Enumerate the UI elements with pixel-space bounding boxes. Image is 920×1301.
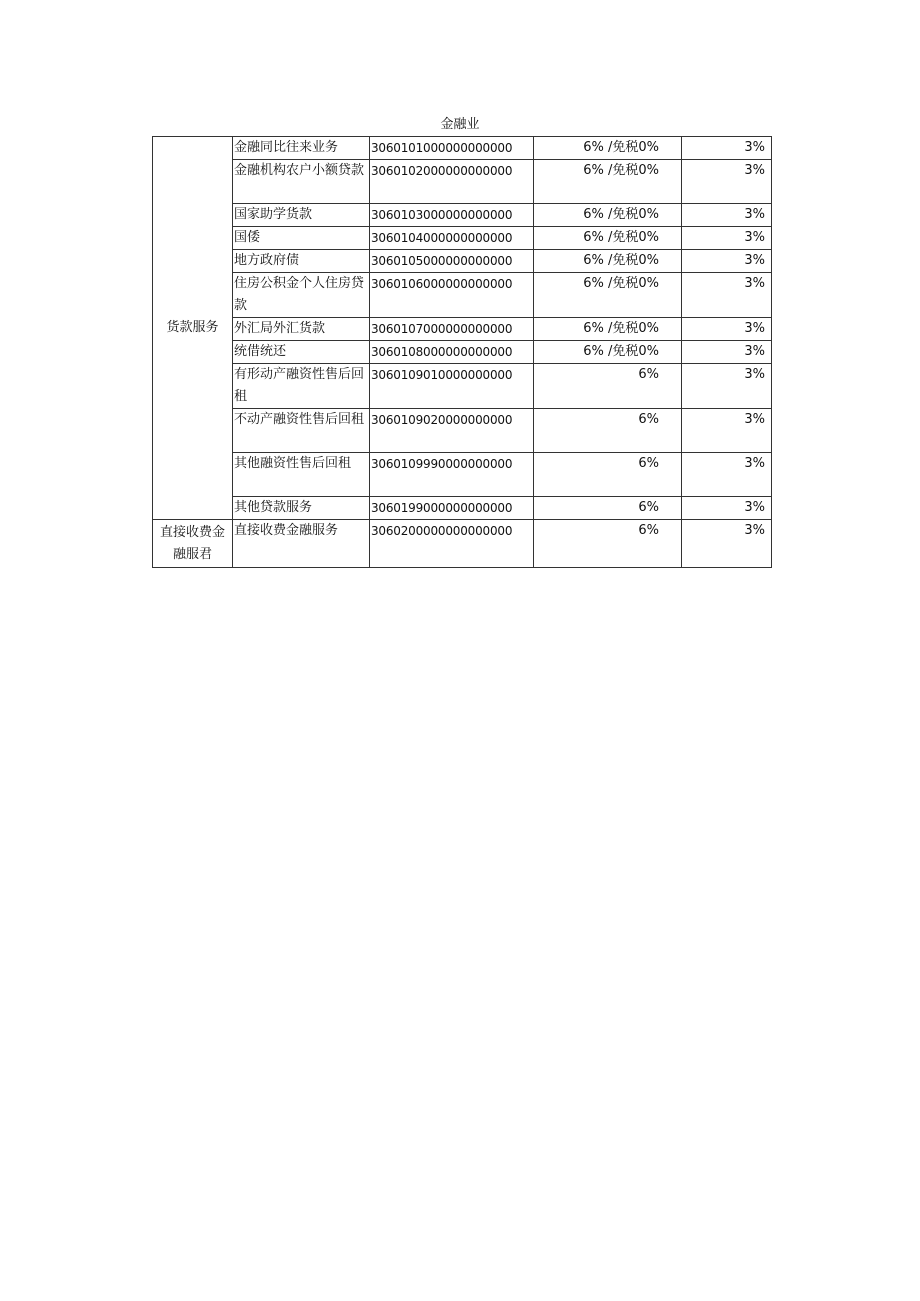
- tax-code: 3060103000000000000: [370, 204, 534, 227]
- levy-rate: 3%: [682, 409, 772, 453]
- item-name: 金融机构农户小额贷款: [233, 160, 370, 204]
- item-name: 金融同比往来业务: [233, 137, 370, 160]
- category-cell: 货款服务: [153, 137, 233, 520]
- item-name: 不动产融资性售后回租: [233, 409, 370, 453]
- table-row: [153, 341, 772, 364]
- levy-rate: 3%: [682, 227, 772, 250]
- tax-code: 3060105000000000000: [370, 250, 534, 273]
- tax-code: 3060109020000000000: [370, 409, 534, 453]
- tax-rate: 6% /免税0%: [534, 204, 682, 227]
- tax-rate-table: [152, 136, 772, 568]
- table-row: [153, 227, 772, 250]
- table-row: [153, 318, 772, 341]
- levy-rate: 3%: [682, 204, 772, 227]
- tax-code: 3060200000000000000: [370, 520, 534, 568]
- item-name: 统借统还: [233, 341, 370, 364]
- tax-rate: 6% /免税0%: [534, 227, 682, 250]
- tax-code: 3060107000000000000: [370, 318, 534, 341]
- levy-rate: 3%: [682, 520, 772, 568]
- tax-rate: 6%: [534, 520, 682, 568]
- levy-rate: 3%: [682, 318, 772, 341]
- levy-rate: 3%: [682, 273, 772, 318]
- tax-rate: 6% /免税0%: [534, 250, 682, 273]
- table-row: [153, 137, 772, 160]
- table-row: [153, 520, 772, 568]
- tax-code: 3060109010000000000: [370, 364, 534, 409]
- tax-rate: 6%: [534, 497, 682, 520]
- item-name: 其他融资性售后回租: [233, 453, 370, 497]
- tax-rate: 6%: [534, 453, 682, 497]
- tax-rate: 6% /免税0%: [534, 273, 682, 318]
- tax-code: 3060108000000000000: [370, 341, 534, 364]
- levy-rate: 3%: [682, 137, 772, 160]
- table-row: [153, 273, 772, 318]
- levy-rate: 3%: [682, 497, 772, 520]
- table-row: [153, 250, 772, 273]
- levy-rate: 3%: [682, 160, 772, 204]
- table-row: [153, 453, 772, 497]
- item-name: 有形动产融资性售后回租: [233, 364, 370, 409]
- item-name: 地方政府债: [233, 250, 370, 273]
- table-row: [153, 364, 772, 409]
- item-name: 直接收费金融服务: [233, 520, 370, 568]
- item-name: 其他贷款服务: [233, 497, 370, 520]
- tax-code: 3060109990000000000: [370, 453, 534, 497]
- tax-code: 3060102000000000000: [370, 160, 534, 204]
- tax-code: 3060199000000000000: [370, 497, 534, 520]
- tax-code: 3060106000000000000: [370, 273, 534, 318]
- tax-rate: 6%: [534, 409, 682, 453]
- table-row: [153, 409, 772, 453]
- item-name: 国倭: [233, 227, 370, 250]
- tax-rate: 6% /免税0%: [534, 160, 682, 204]
- levy-rate: 3%: [682, 341, 772, 364]
- tax-rate: 6% /免税0%: [534, 137, 682, 160]
- tax-code: 3060101000000000000: [370, 137, 534, 160]
- tax-rate: 6% /免税0%: [534, 341, 682, 364]
- table-row: [153, 160, 772, 204]
- levy-rate: 3%: [682, 250, 772, 273]
- table-row: [153, 497, 772, 520]
- levy-rate: 3%: [682, 364, 772, 409]
- category-cell: 直接收费金融服君: [153, 520, 233, 568]
- item-name: 外汇局外汇货款: [233, 318, 370, 341]
- levy-rate: 3%: [682, 453, 772, 497]
- tax-rate: 6%: [534, 364, 682, 409]
- tax-rate: 6% /免税0%: [534, 318, 682, 341]
- table-row: [153, 204, 772, 227]
- item-name: 住房公积金个人住房贷款: [233, 273, 370, 318]
- tax-code: 3060104000000000000: [370, 227, 534, 250]
- page-title: 金融业: [440, 117, 480, 132]
- item-name: 国家助学货款: [233, 204, 370, 227]
